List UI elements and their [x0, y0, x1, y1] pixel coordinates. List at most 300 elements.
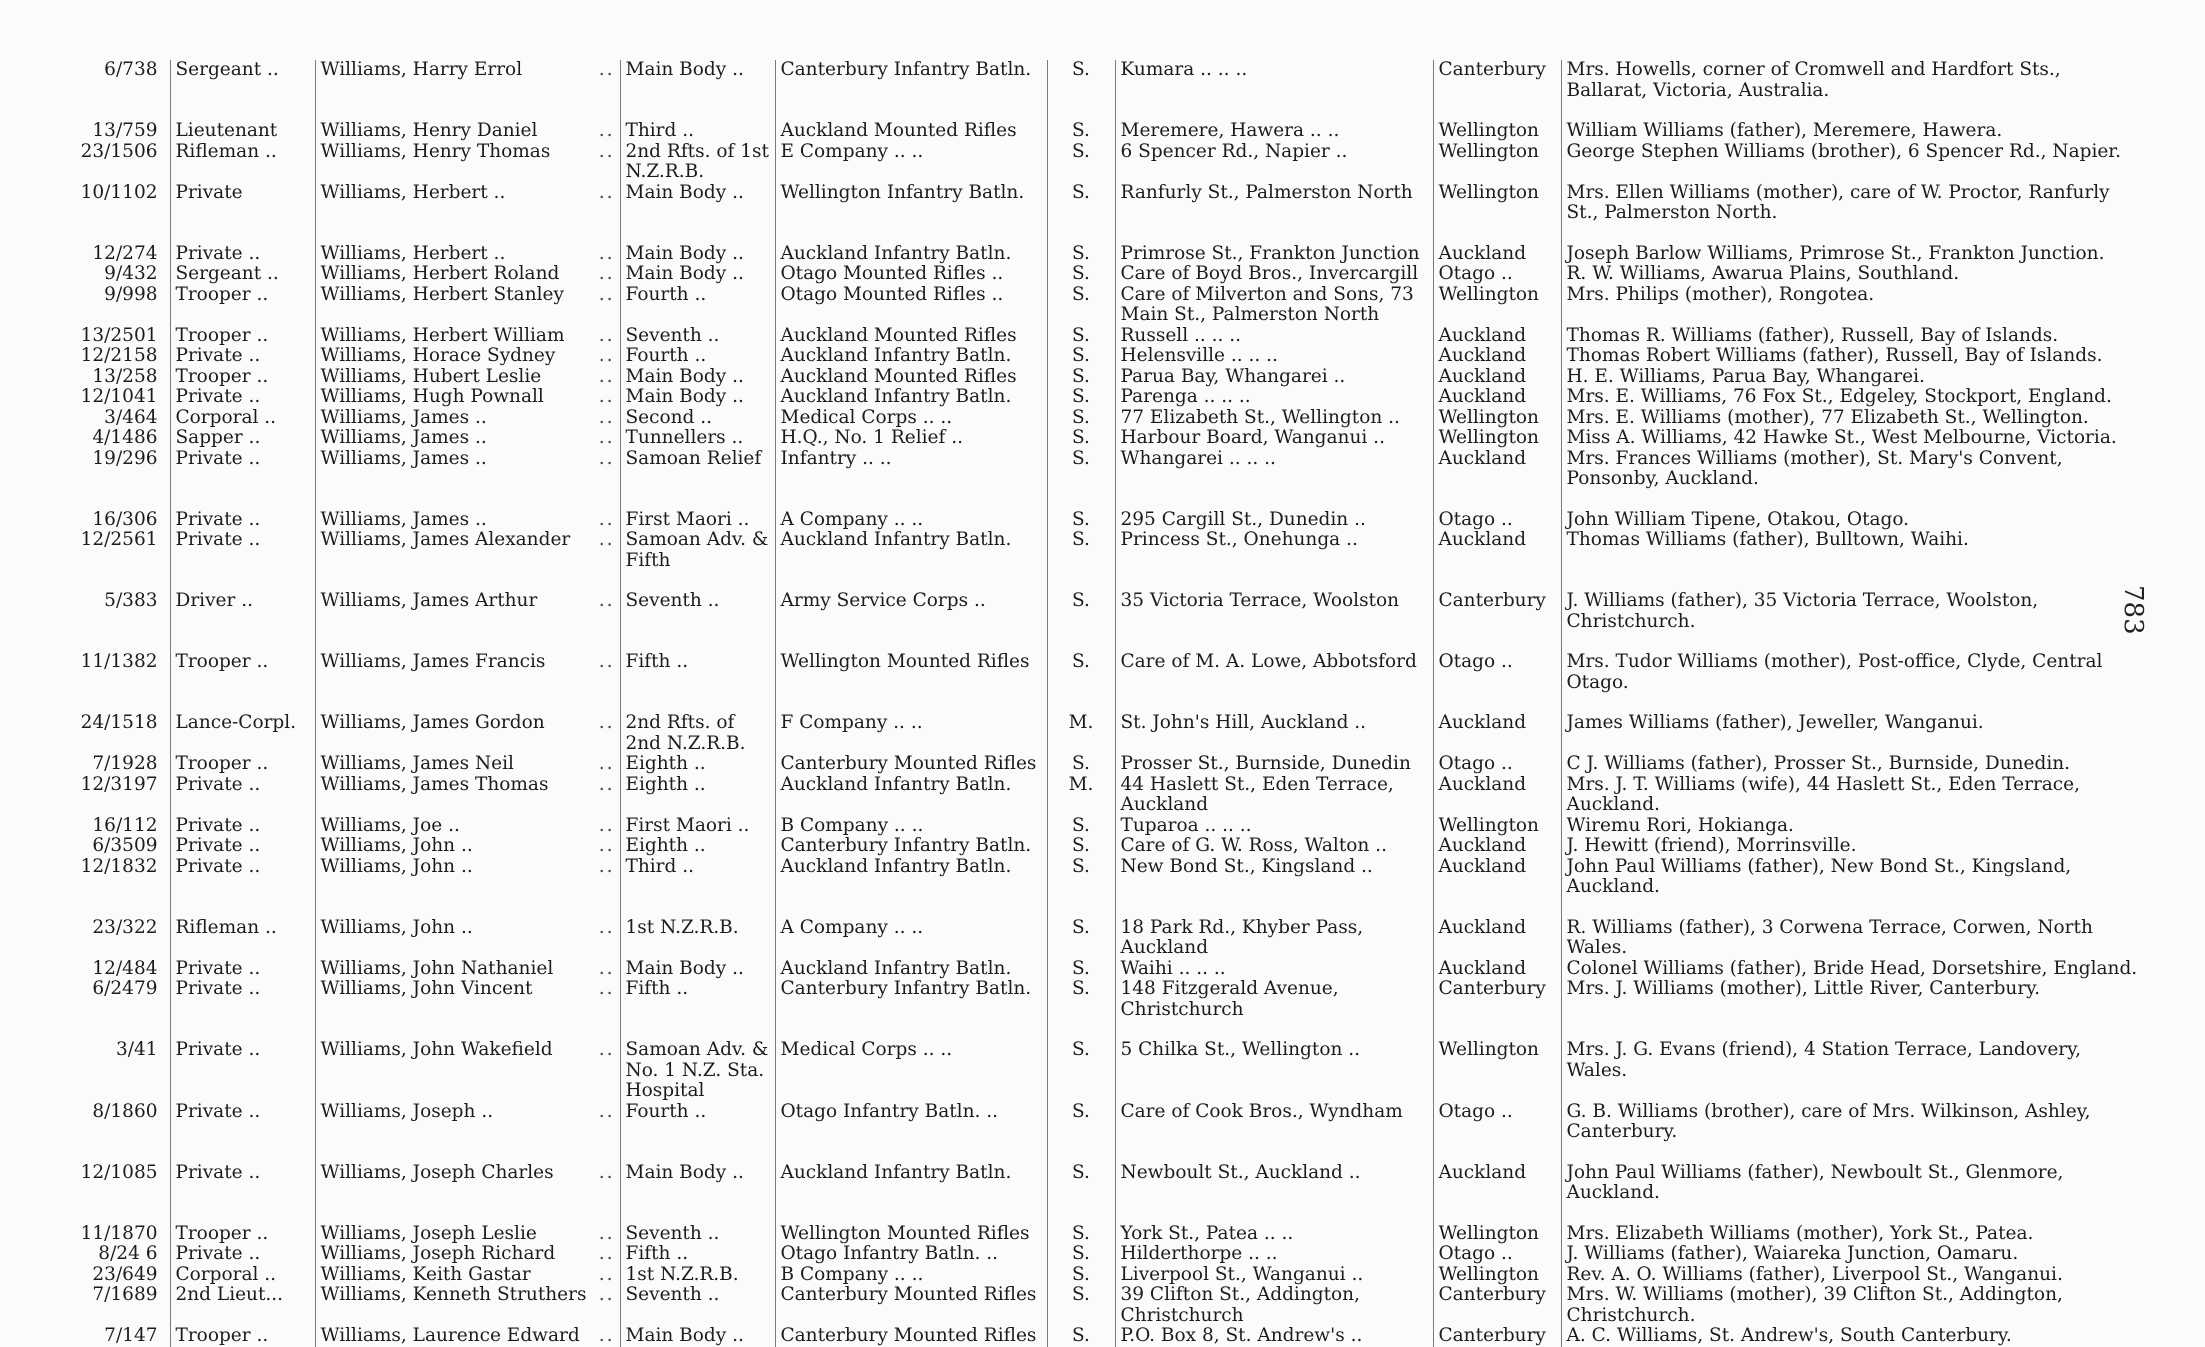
next-of-kin: Mrs. Howells, corner of Cromwell and Hardfort Sts., Ballarat, Victoria, Australia.	[1566, 60, 2061, 101]
regimental-number: 12/1041	[75, 387, 170, 408]
soldier-name	[315, 346, 620, 367]
military-district: Auckland	[1433, 387, 1561, 408]
leader-dots: ..	[598, 1326, 615, 1346]
soldier-name	[315, 142, 620, 183]
marital-status: S.	[1047, 1204, 1115, 1245]
regimental-number: 8/1860	[75, 1102, 170, 1143]
next-of-kin: Mrs. E. Williams (mother), 77 Elizabeth St., Wellington.	[1566, 407, 2089, 428]
marital-status: S.	[1047, 428, 1115, 449]
table-row	[75, 387, 2145, 408]
rank: Private ..	[170, 1020, 315, 1102]
unit: B Company .. ..	[775, 816, 1047, 837]
rank: Trooper ..	[170, 326, 315, 347]
next-of-kin: R. W. Williams, Awarua Plains, Southland.	[1566, 264, 1960, 284]
table-row	[75, 979, 2145, 1020]
regimental-number: 13/759	[75, 101, 170, 142]
table-row	[75, 224, 2145, 265]
table-row	[75, 1204, 2145, 1245]
draft: First Maori ..	[620, 490, 775, 531]
rank: Rifleman ..	[170, 898, 315, 959]
military-district: Wellington	[1433, 1265, 1561, 1286]
rank: Private	[170, 183, 315, 224]
marital-status: S.	[1047, 387, 1115, 408]
leader-dots: ..	[598, 1264, 615, 1285]
soldier-name-text: Williams, Henry Thomas	[320, 141, 551, 162]
marital-status: S.	[1047, 816, 1115, 837]
nominal-roll-table	[75, 60, 2145, 1347]
next-of-kin: Wiremu Rori, Hokianga.	[1566, 815, 1794, 836]
table-row	[75, 408, 2145, 429]
marital-status: S.	[1047, 1326, 1115, 1347]
military-district: Wellington	[1433, 408, 1561, 429]
military-district: Wellington	[1433, 101, 1561, 142]
last-address: Parenga .. .. ..	[1115, 387, 1433, 408]
regimental-number: 10/1102	[75, 183, 170, 224]
leader-dots: ..	[598, 60, 615, 80]
table-row	[75, 60, 2145, 101]
leader-dots: ..	[598, 774, 615, 795]
table-row	[75, 326, 2145, 347]
next-of-kin: Mrs. Tudor Williams (mother), Post-office, Clyde, Central Otago.	[1566, 651, 2103, 693]
soldier-name	[315, 387, 620, 408]
leader-dots: ..	[598, 712, 615, 733]
rank: Trooper ..	[170, 1204, 315, 1245]
regimental-number: 3/41	[75, 1020, 170, 1102]
rank: Private ..	[170, 346, 315, 367]
regimental-number: 3/464	[75, 408, 170, 429]
unit: Auckland Infantry Batln.	[775, 1143, 1047, 1204]
leader-dots: ..	[598, 325, 615, 346]
marital-status: S.	[1047, 1102, 1115, 1143]
draft: Eighth ..	[620, 775, 775, 816]
draft: Fifth ..	[620, 1244, 775, 1265]
leader-dots: ..	[598, 836, 615, 856]
draft: Main Body ..	[620, 959, 775, 980]
soldier-name-text: Williams, James ..	[320, 508, 487, 530]
regimental-number: 16/306	[75, 490, 170, 531]
leader-dots: ..	[598, 916, 615, 938]
marital-status: S.	[1047, 857, 1115, 898]
draft: Main Body ..	[620, 367, 775, 388]
regimental-number: 9/432	[75, 264, 170, 285]
soldier-name-text: Williams, Joseph ..	[320, 1101, 494, 1122]
draft: Seventh ..	[620, 326, 775, 347]
draft: Main Body ..	[620, 1143, 775, 1204]
leader-dots: ..	[598, 590, 615, 611]
military-district: Auckland	[1433, 959, 1561, 980]
regimental-number: 13/258	[75, 367, 170, 388]
last-address: Whangarei .. .. ..	[1115, 449, 1433, 490]
draft: Third ..	[620, 101, 775, 142]
soldier-name	[315, 60, 620, 101]
rank: Private ..	[170, 1244, 315, 1265]
last-address: Care of Milverton and Sons, 73 Main St., Palmerston North	[1115, 285, 1433, 326]
regimental-number: 24/1518	[75, 693, 170, 754]
soldier-name	[315, 1244, 620, 1265]
leader-dots: ..	[598, 387, 615, 407]
soldier-name-text: Williams, James Alexander	[320, 530, 571, 550]
table-row	[75, 183, 2145, 224]
regimental-number: 23/322	[75, 898, 170, 959]
last-address: Liverpool St., Wanganui ..	[1115, 1265, 1433, 1286]
next-of-kin: George Stephen Williams (brother), 6 Spencer Rd., Napier.	[1566, 141, 2121, 162]
unit: Medical Corps .. ..	[775, 408, 1047, 429]
unit: Auckland Mounted Rifles	[775, 326, 1047, 347]
marital-status: S.	[1047, 326, 1115, 347]
last-address: Care of Cook Bros., Wyndham	[1115, 1102, 1433, 1143]
regimental-number: 5/383	[75, 571, 170, 632]
soldier-name-text: Williams, James ..	[320, 428, 487, 448]
unit: Army Service Corps ..	[775, 571, 1047, 632]
leader-dots: ..	[598, 141, 615, 162]
next-of-kin: J. Williams (father), 35 Victoria Terrace, Woolston, Christchurch.	[1566, 590, 2039, 632]
regimental-number: 12/1832	[75, 857, 170, 898]
soldier-name	[315, 224, 620, 265]
soldier-name-text: Williams, Herbert Roland	[320, 264, 560, 284]
soldier-name	[315, 264, 620, 285]
next-of-kin: Thomas R. Williams (father), Russell, Bay of Islands.	[1566, 325, 2059, 346]
last-address: 44 Haslett St., Eden Terrace, Auckland	[1115, 775, 1433, 816]
soldier-name	[315, 1204, 620, 1245]
military-district: Auckland	[1433, 367, 1561, 388]
military-district: Otago ..	[1433, 1102, 1561, 1143]
table-row	[75, 693, 2145, 754]
next-of-kin: Rev. A. O. Williams (father), Liverpool St., Wanganui.	[1566, 1264, 2063, 1285]
leader-dots: ..	[598, 120, 615, 141]
last-address: Care of Boyd Bros., Invercargill	[1115, 264, 1433, 285]
soldier-name	[315, 754, 620, 775]
rank: Sergeant ..	[170, 60, 315, 101]
leader-dots: ..	[598, 1039, 615, 1060]
military-district: Auckland	[1433, 857, 1561, 898]
unit: Otago Mounted Rifles ..	[775, 264, 1047, 285]
soldier-name	[315, 1285, 620, 1326]
unit: A Company .. ..	[775, 898, 1047, 959]
leader-dots: ..	[598, 1101, 615, 1122]
regimental-number: 12/484	[75, 959, 170, 980]
regimental-number: 23/1506	[75, 142, 170, 183]
soldier-name-text: Williams, Herbert Stanley	[320, 284, 564, 305]
marital-status: S.	[1047, 1244, 1115, 1265]
marital-status: S.	[1047, 530, 1115, 571]
next-of-kin: Mrs. J. Williams (mother), Little River, Canterbury.	[1566, 979, 2041, 999]
military-district: Wellington	[1433, 428, 1561, 449]
regimental-number: 19/296	[75, 449, 170, 490]
soldier-name-text: Williams, Hugh Pownall	[320, 387, 544, 407]
rank: Sergeant ..	[170, 264, 315, 285]
unit: E Company .. ..	[775, 142, 1047, 183]
rank: Trooper ..	[170, 754, 315, 775]
last-address: Primrose St., Frankton Junction	[1115, 224, 1433, 265]
military-district: Canterbury	[1433, 979, 1561, 1020]
unit: Auckland Infantry Batln.	[775, 857, 1047, 898]
table-row	[75, 1102, 2145, 1143]
leader-dots: ..	[598, 1285, 615, 1305]
next-of-kin: Mrs. Ellen Williams (mother), care of W. Proctor, Ranfurly St., Palmerston North.	[1566, 182, 2110, 223]
leader-dots: ..	[598, 1222, 615, 1244]
unit: Canterbury Mounted Rifles	[775, 754, 1047, 775]
regimental-number: 12/3197	[75, 775, 170, 816]
last-address: Hilderthorpe .. ..	[1115, 1244, 1433, 1265]
soldier-name-text: Williams, James Arthur	[320, 590, 538, 611]
marital-status: S.	[1047, 183, 1115, 224]
table-row	[75, 428, 2145, 449]
draft: Eighth ..	[620, 754, 775, 775]
leader-dots: ..	[598, 448, 615, 469]
soldier-name-text: Williams, James Neil	[320, 754, 514, 774]
military-district: Auckland	[1433, 530, 1561, 571]
unit: Wellington Mounted Rifles	[775, 632, 1047, 693]
military-district: Canterbury	[1433, 60, 1561, 101]
military-district: Wellington	[1433, 142, 1561, 183]
last-address: Helensville .. .. ..	[1115, 346, 1433, 367]
soldier-name	[315, 428, 620, 449]
marital-status: M.	[1047, 775, 1115, 816]
table-row	[75, 142, 2145, 183]
rank: Trooper ..	[170, 285, 315, 326]
roll-body	[75, 60, 2145, 1347]
soldier-name	[315, 836, 620, 857]
soldier-name	[315, 490, 620, 531]
rank: 2nd Lieut...	[170, 1285, 315, 1326]
next-of-kin: J. Hewitt (friend), Morrinsville.	[1566, 836, 1857, 856]
leader-dots: ..	[598, 428, 615, 448]
next-of-kin: C J. Williams (father), Prosser St., Burnside, Dunedin.	[1566, 754, 2071, 774]
leader-dots: ..	[598, 958, 615, 979]
last-address: Waihi .. .. ..	[1115, 959, 1433, 980]
rank: Private ..	[170, 1143, 315, 1204]
regimental-number: 9/998	[75, 285, 170, 326]
last-address: Care of M. A. Lowe, Abbotsford	[1115, 632, 1433, 693]
last-address: Kumara .. .. ..	[1115, 60, 1433, 101]
soldier-name-text: Williams, John ..	[320, 916, 473, 938]
next-of-kin: Mrs. W. Williams (mother), 39 Clifton St., Addington, Christchurch.	[1566, 1285, 2063, 1326]
draft: Main Body ..	[620, 183, 775, 224]
marital-status: S.	[1047, 408, 1115, 429]
next-of-kin: Miss A. Williams, 42 Hawke St., West Melbourne, Victoria.	[1566, 428, 2117, 448]
next-of-kin: Mrs. J. T. Williams (wife), 44 Haslett St., Eden Terrace, Auckland.	[1566, 774, 2081, 815]
military-district: Auckland	[1433, 449, 1561, 490]
next-of-kin: A. C. Williams, St. Andrew's, South Canterbury.	[1566, 1326, 2012, 1346]
unit: Canterbury Infantry Batln.	[775, 979, 1047, 1020]
table-row	[75, 857, 2145, 898]
draft: Main Body ..	[620, 60, 775, 101]
soldier-name	[315, 367, 620, 388]
leader-dots: ..	[598, 754, 615, 774]
soldier-name	[315, 979, 620, 1020]
military-district: Wellington	[1433, 816, 1561, 837]
table-row	[75, 530, 2145, 571]
last-address: 39 Clifton St., Addington, Christchurch	[1115, 1285, 1433, 1326]
unit: Auckland Infantry Batln.	[775, 346, 1047, 367]
military-district: Canterbury	[1433, 1326, 1561, 1347]
table-row	[75, 816, 2145, 837]
soldier-name-text: Williams, James ..	[320, 407, 487, 428]
soldier-name-text: Williams, Harry Errol	[320, 60, 523, 80]
military-district: Otago ..	[1433, 754, 1561, 775]
marital-status: S.	[1047, 490, 1115, 531]
next-of-kin: G. B. Williams (brother), care of Mrs. Wilkinson, Ashley, Canterbury.	[1566, 1101, 2091, 1142]
soldier-name	[315, 101, 620, 142]
table-row	[75, 1285, 2145, 1326]
draft: Samoan Adv. & Fifth	[620, 530, 775, 571]
table-row	[75, 1143, 2145, 1204]
table-row	[75, 1020, 2145, 1102]
leader-dots: ..	[598, 508, 615, 530]
rank: Private ..	[170, 959, 315, 980]
last-address: 18 Park Rd., Khyber Pass, Auckland	[1115, 898, 1433, 959]
rank: Private ..	[170, 449, 315, 490]
last-address: Princess St., Onehunga ..	[1115, 530, 1433, 571]
table-row	[75, 775, 2145, 816]
next-of-kin: James Williams (father), Jeweller, Wanganui.	[1566, 712, 1984, 733]
soldier-name	[315, 1143, 620, 1204]
marital-status: S.	[1047, 1143, 1115, 1204]
rank: Driver ..	[170, 571, 315, 632]
last-address: Ranfurly St., Palmerston North	[1115, 183, 1433, 224]
military-district: Otago ..	[1433, 1244, 1561, 1265]
unit: Auckland Infantry Batln.	[775, 224, 1047, 265]
draft: Eighth ..	[620, 836, 775, 857]
military-district: Otago ..	[1433, 264, 1561, 285]
soldier-name	[315, 1020, 620, 1102]
regimental-number: 7/1928	[75, 754, 170, 775]
rank: Rifleman ..	[170, 142, 315, 183]
soldier-name-text: Williams, John ..	[320, 836, 473, 856]
next-of-kin: Thomas Williams (father), Bulltown, Waihi.	[1566, 530, 1969, 550]
table-row	[75, 836, 2145, 857]
soldier-name	[315, 1265, 620, 1286]
marital-status: S.	[1047, 836, 1115, 857]
unit: Auckland Mounted Rifles	[775, 101, 1047, 142]
table-row	[75, 1265, 2145, 1286]
regimental-number: 12/274	[75, 224, 170, 265]
soldier-name	[315, 816, 620, 837]
last-address: Care of G. W. Ross, Walton ..	[1115, 836, 1433, 857]
draft: Fourth ..	[620, 346, 775, 367]
soldier-name-text: Williams, Hubert Leslie	[320, 366, 542, 387]
last-address: 148 Fitzgerald Avenue, Christchurch	[1115, 979, 1433, 1020]
draft: Samoan Relief	[620, 449, 775, 490]
draft: Samoan Adv. & No. 1 N.Z. Sta. Hospital	[620, 1020, 775, 1102]
next-of-kin: Thomas Robert Williams (father), Russell, Bay of Islands.	[1566, 346, 2103, 366]
leader-dots: ..	[598, 284, 615, 305]
soldier-name-text: Williams, James Thomas	[320, 774, 549, 795]
military-district: Otago ..	[1433, 490, 1561, 531]
marital-status: S.	[1047, 264, 1115, 285]
marital-status: S.	[1047, 959, 1115, 980]
next-of-kin: Colonel Williams (father), Bride Head, Dorsetshire, England.	[1566, 958, 2138, 979]
leader-dots: ..	[598, 407, 615, 428]
leader-dots: ..	[598, 182, 615, 203]
soldier-name-text: Williams, Kenneth Struthers	[320, 1285, 587, 1305]
rank: Trooper ..	[170, 632, 315, 693]
regimental-number: 7/1689	[75, 1285, 170, 1326]
last-address: Parua Bay, Whangarei ..	[1115, 367, 1433, 388]
soldier-name	[315, 571, 620, 632]
regimental-number: 13/2501	[75, 326, 170, 347]
soldier-name-text: Williams, James ..	[320, 448, 487, 469]
soldier-name-text: Williams, Horace Sydney	[320, 346, 556, 366]
soldier-name	[315, 183, 620, 224]
leader-dots: ..	[598, 242, 615, 264]
draft: Main Body ..	[620, 387, 775, 408]
table-row	[75, 367, 2145, 388]
unit: Auckland Infantry Batln.	[775, 530, 1047, 571]
marital-status: S.	[1047, 1020, 1115, 1102]
leader-dots: ..	[598, 346, 615, 366]
draft: Seventh ..	[620, 1285, 775, 1326]
marital-status: S.	[1047, 142, 1115, 183]
draft: Fourth ..	[620, 285, 775, 326]
draft: Fifth ..	[620, 632, 775, 693]
marital-status: S.	[1047, 346, 1115, 367]
military-district: Canterbury	[1433, 1285, 1561, 1326]
soldier-name-text: Williams, Joe ..	[320, 815, 460, 836]
rank: Corporal ..	[170, 1265, 315, 1286]
soldier-name	[315, 326, 620, 347]
soldier-name-text: Williams, John Vincent	[320, 979, 533, 999]
unit: Auckland Infantry Batln.	[775, 387, 1047, 408]
next-of-kin: Joseph Barlow Williams, Primrose St., Frankton Junction.	[1566, 242, 2105, 264]
rank: Private ..	[170, 387, 315, 408]
last-address: 5 Chilka St., Wellington ..	[1115, 1020, 1433, 1102]
soldier-name	[315, 1326, 620, 1347]
next-of-kin: John William Tipene, Otakou, Otago.	[1566, 508, 1910, 530]
unit: Auckland Mounted Rifles	[775, 367, 1047, 388]
next-of-kin: Mrs. J. G. Evans (friend), 4 Station Terrace, Landovery, Wales.	[1566, 1039, 2081, 1081]
regimental-number: 11/1382	[75, 632, 170, 693]
soldier-name	[315, 959, 620, 980]
soldier-name	[315, 285, 620, 326]
rank: Private ..	[170, 775, 315, 816]
next-of-kin: J. Williams (father), Waiareka Junction, Oamaru.	[1566, 1244, 2019, 1264]
marital-status: S.	[1047, 754, 1115, 775]
table-row	[75, 1326, 2145, 1347]
marital-status: S.	[1047, 449, 1115, 490]
last-address: Meremere, Hawera .. ..	[1115, 101, 1433, 142]
leader-dots: ..	[598, 530, 615, 550]
regimental-number: 12/2158	[75, 346, 170, 367]
soldier-name-text: Williams, John ..	[320, 856, 473, 877]
unit: Medical Corps .. ..	[775, 1020, 1047, 1102]
next-of-kin: Mrs. Elizabeth Williams (mother), York St., Patea.	[1566, 1222, 2034, 1244]
last-address: Tuparoa .. .. ..	[1115, 816, 1433, 837]
table-row	[75, 754, 2145, 775]
marital-status: S.	[1047, 101, 1115, 142]
unit: Auckland Infantry Batln.	[775, 959, 1047, 980]
unit: Otago Mounted Rifles ..	[775, 285, 1047, 326]
last-address: 77 Elizabeth St., Wellington ..	[1115, 408, 1433, 429]
draft: Third ..	[620, 857, 775, 898]
marital-status: M.	[1047, 693, 1115, 754]
leader-dots: ..	[598, 264, 615, 284]
draft: Seventh ..	[620, 1204, 775, 1245]
rank: Private ..	[170, 857, 315, 898]
unit: A Company .. ..	[775, 490, 1047, 531]
soldier-name	[315, 857, 620, 898]
marital-status: S.	[1047, 898, 1115, 959]
unit: F Company .. ..	[775, 693, 1047, 754]
next-of-kin: Mrs. Philips (mother), Rongotea.	[1566, 284, 1875, 305]
draft: Tunnellers ..	[620, 428, 775, 449]
draft: Fifth ..	[620, 979, 775, 1020]
rank: Trooper ..	[170, 367, 315, 388]
regimental-number: 16/112	[75, 816, 170, 837]
last-address: Russell .. .. ..	[1115, 326, 1433, 347]
rank: Private ..	[170, 979, 315, 1020]
next-of-kin: Mrs. Frances Williams (mother), St. Mary's Convent, Ponsonby, Auckland.	[1566, 448, 2063, 489]
